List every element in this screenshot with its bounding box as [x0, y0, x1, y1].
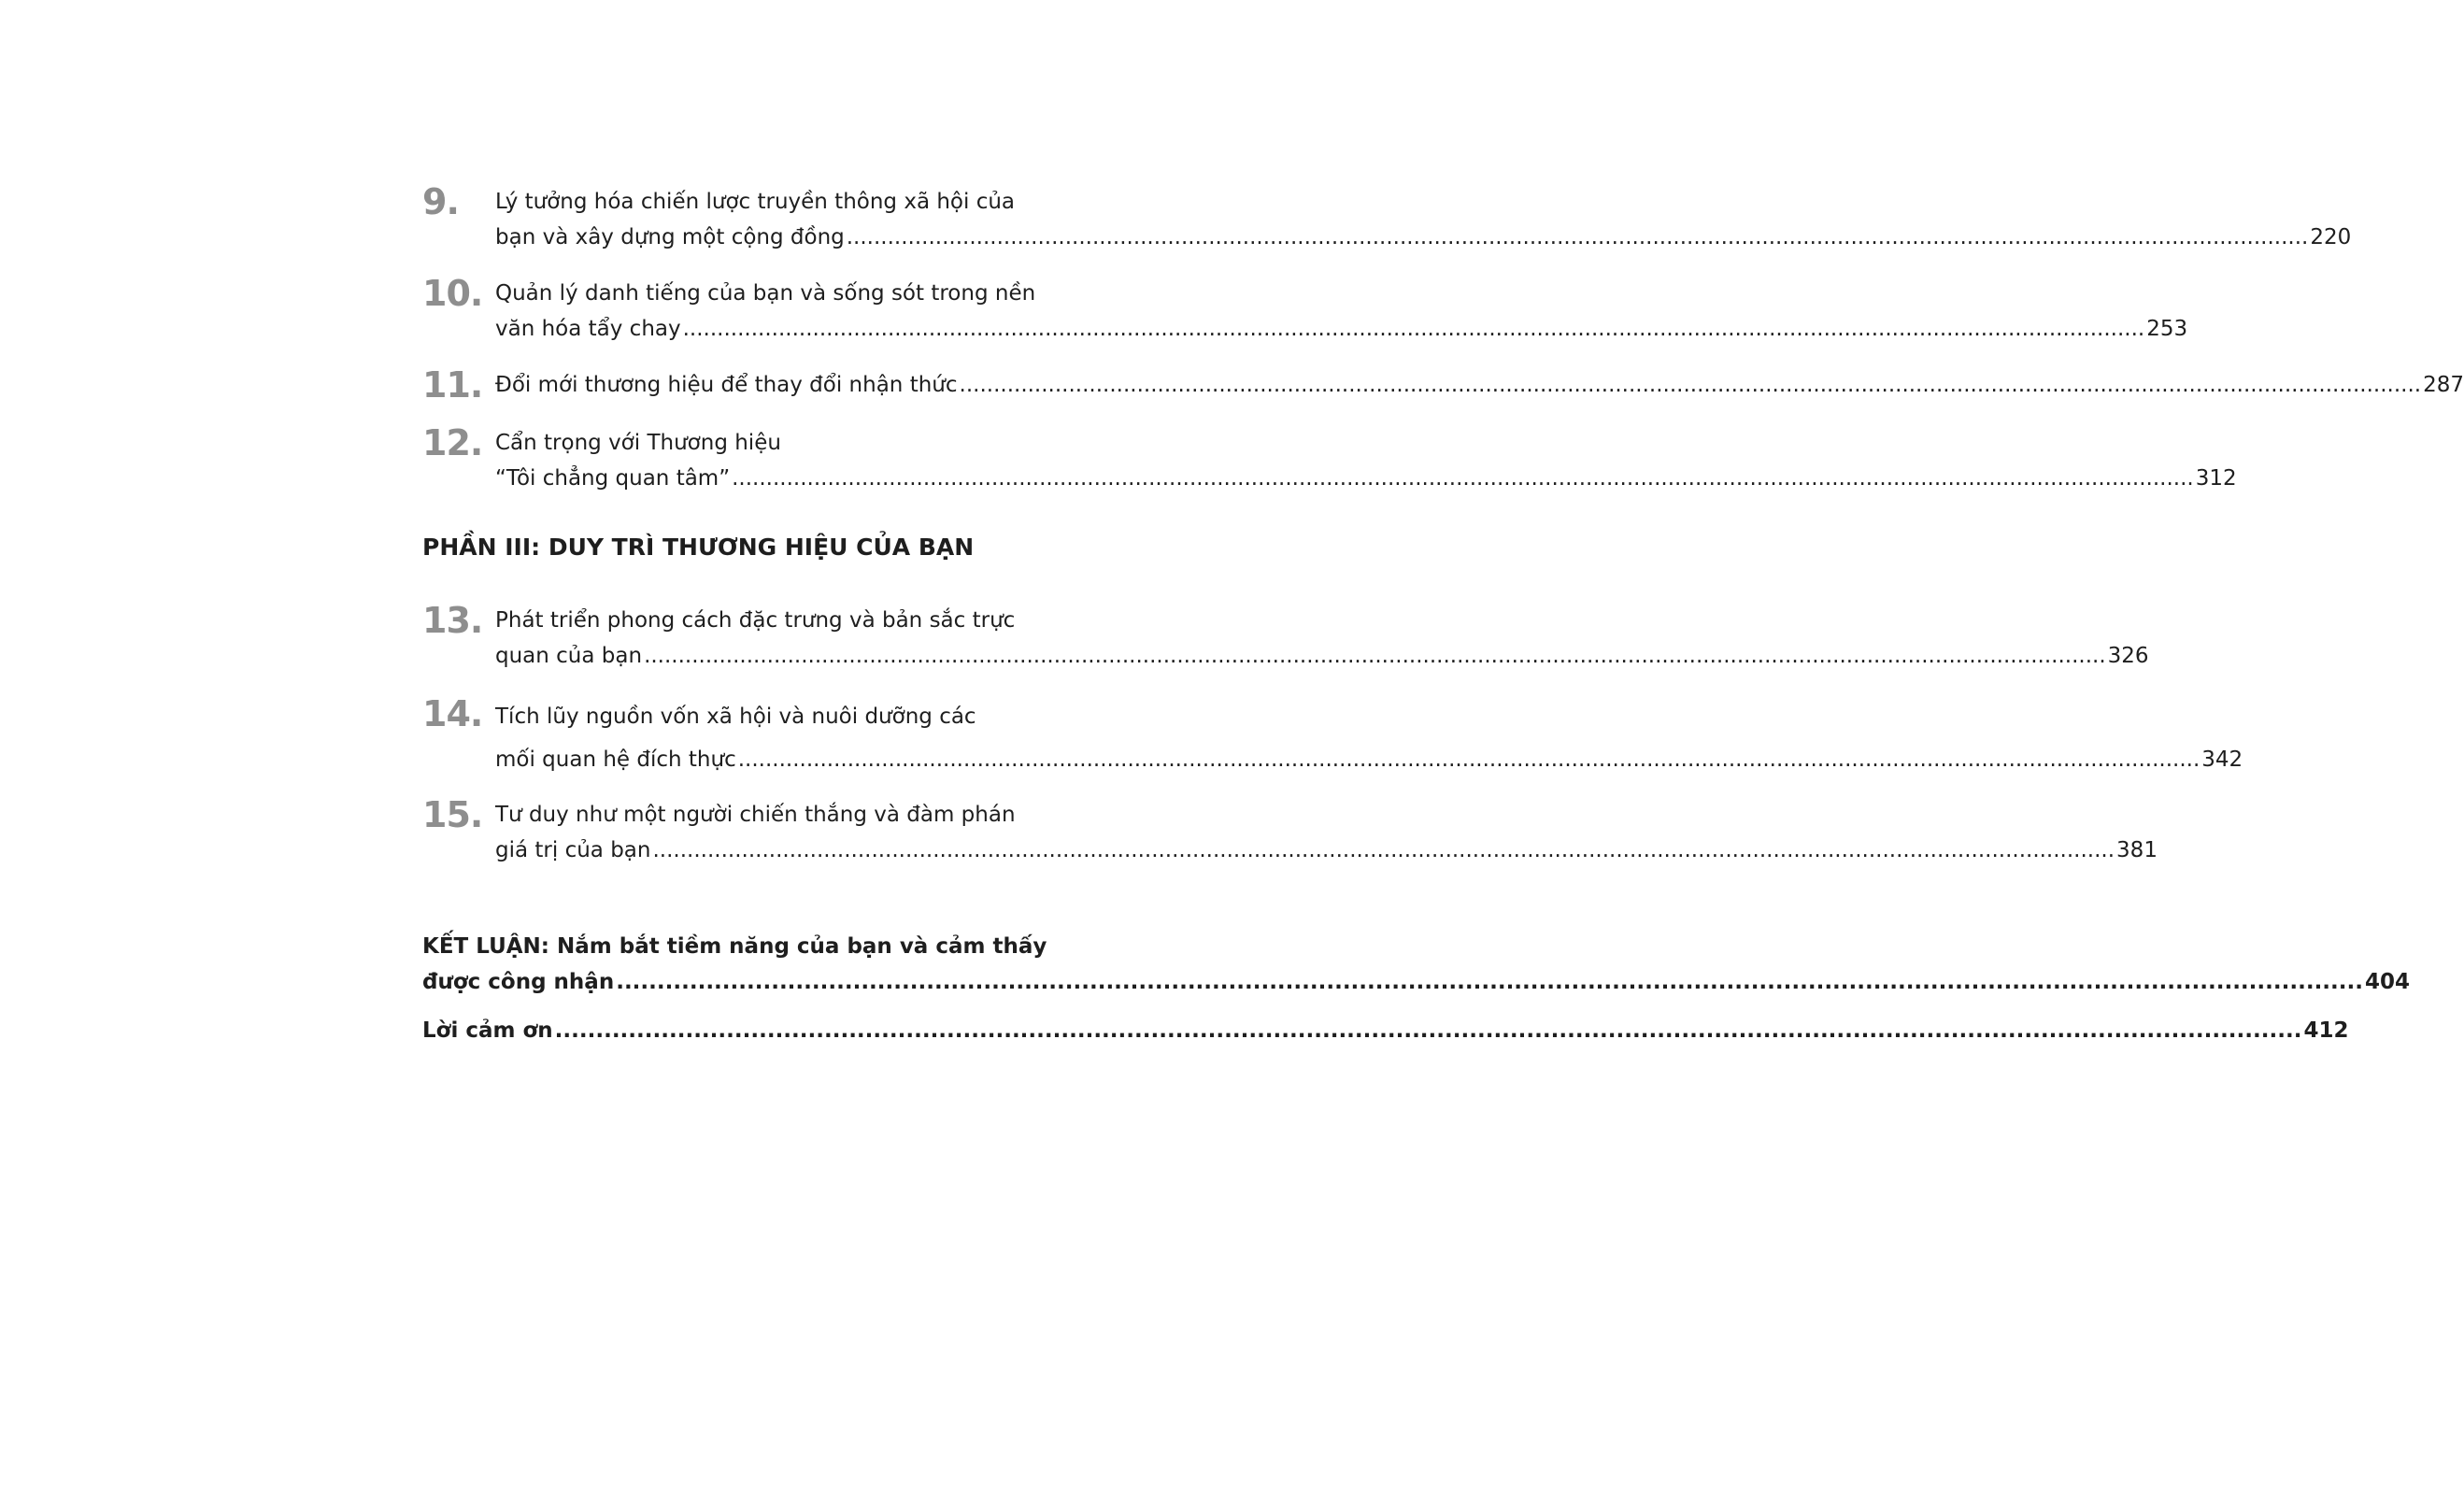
- toc-entry-acknowledgements[interactable]: [422, 1013, 2349, 1048]
- chapter-number: 14.: [422, 693, 483, 734]
- toc-entry-chapter-15[interactable]: [422, 794, 2158, 871]
- dot-leader: [644, 638, 2106, 674]
- dot-leader: [732, 461, 2194, 496]
- toc-entry-chapter-11[interactable]: [422, 364, 2464, 407]
- chapter-title-line: Quản lý danh tiếng của bạn và sống sót trong nền: [495, 281, 1036, 306]
- chapter-title-line: Đổi mới thương hiệu để thay đổi nhận thức: [495, 373, 958, 397]
- chapter-number: 10.: [422, 273, 483, 314]
- toc-entry-chapter-13[interactable]: [422, 600, 2149, 676]
- page-number: 287: [2423, 373, 2464, 397]
- chapter-title-leader-line: [495, 461, 2237, 496]
- conclusion-title-line: KẾT LUẬN: Nắm bắt tiềm năng của bạn và cảm thấy: [422, 934, 1047, 959]
- part-heading[interactable]: PHẦN III: DUY TRÌ THƯƠNG HIỆU CỦA BẠN: [422, 534, 975, 561]
- dot-leader: [960, 367, 2422, 403]
- chapter-title-line: Tích lũy nguồn vốn xã hội và nuôi dưỡng các: [495, 705, 976, 729]
- chapter-title: [495, 424, 2237, 496]
- chapter-title-line: Phát triển phong cách đặc trưng và bản sắc trực: [495, 608, 1016, 633]
- chapter-title: [495, 695, 2243, 781]
- chapter-number: 15.: [422, 794, 483, 835]
- chapter-title-line: giá trị của bạn: [495, 838, 651, 862]
- chapter-number: 12.: [422, 422, 483, 463]
- page-number: 253: [2146, 317, 2188, 341]
- chapter-title-line: văn hóa tẩy chay: [495, 317, 681, 341]
- toc-entry-chapter-14[interactable]: [422, 693, 2243, 777]
- chapter-title: [495, 796, 2158, 868]
- chapter-title-leader-line: [495, 220, 2351, 255]
- page-number: 342: [2201, 748, 2243, 772]
- chapter-title: [495, 366, 2464, 403]
- chapter-title-leader-line: [495, 367, 2464, 403]
- chapter-title-leader-line: [495, 638, 2149, 674]
- chapter-title-leader-line: [495, 833, 2158, 868]
- chapter-title: [495, 602, 2149, 674]
- chapter-title-line: mối quan hệ đích thực: [495, 748, 736, 772]
- chapter-title-leader-line: [495, 738, 2243, 781]
- dot-leader: [652, 833, 2115, 868]
- dot-leader: [738, 738, 2201, 781]
- chapter-title: [495, 183, 2351, 255]
- page-number: 312: [2195, 466, 2237, 491]
- chapter-number: 11.: [422, 364, 483, 406]
- chapter-title-line: bạn và xây dựng một cộng đồng: [495, 225, 845, 249]
- toc-entry-chapter-12[interactable]: [422, 422, 2237, 499]
- conclusion-title-line: được công nhận: [422, 970, 615, 994]
- chapter-number: 13.: [422, 600, 483, 641]
- dot-leader: [847, 220, 2309, 255]
- dot-leader: [683, 311, 2145, 347]
- table-of-contents: [422, 181, 2464, 1048]
- conclusion-leader-line: [422, 964, 2411, 1000]
- dot-leader: [555, 1013, 2302, 1048]
- dot-leader: [616, 964, 2363, 1000]
- toc-entry-chapter-10[interactable]: [422, 273, 2188, 349]
- page-number: 220: [2310, 225, 2352, 249]
- page-number: 412: [2303, 1018, 2349, 1043]
- chapter-title-line: Lý tưởng hóa chiến lược truyền thông xã hội của: [495, 190, 1016, 214]
- chapter-number: 9.: [422, 181, 459, 222]
- page-number: 404: [2365, 970, 2411, 994]
- chapter-title-line: “Tôi chẳng quan tâm”: [495, 466, 731, 491]
- toc-entry-conclusion[interactable]: [422, 929, 2411, 1000]
- toc-entry-chapter-9[interactable]: [422, 181, 2352, 258]
- page-number: 381: [2116, 838, 2158, 862]
- acknowledgements-leader-line: [422, 1013, 2349, 1048]
- chapter-title-line: Cẩn trọng với Thương hiệu: [495, 431, 781, 455]
- chapter-title-leader-line: [495, 311, 2187, 347]
- chapter-title: [495, 275, 2187, 347]
- chapter-title-line: Tư duy như một người chiến thắng và đàm phán: [495, 803, 1016, 827]
- chapter-title-line: quan của bạn: [495, 644, 643, 668]
- page-number: 326: [2107, 644, 2149, 668]
- acknowledgements-label: Lời cảm ơn: [422, 1018, 553, 1043]
